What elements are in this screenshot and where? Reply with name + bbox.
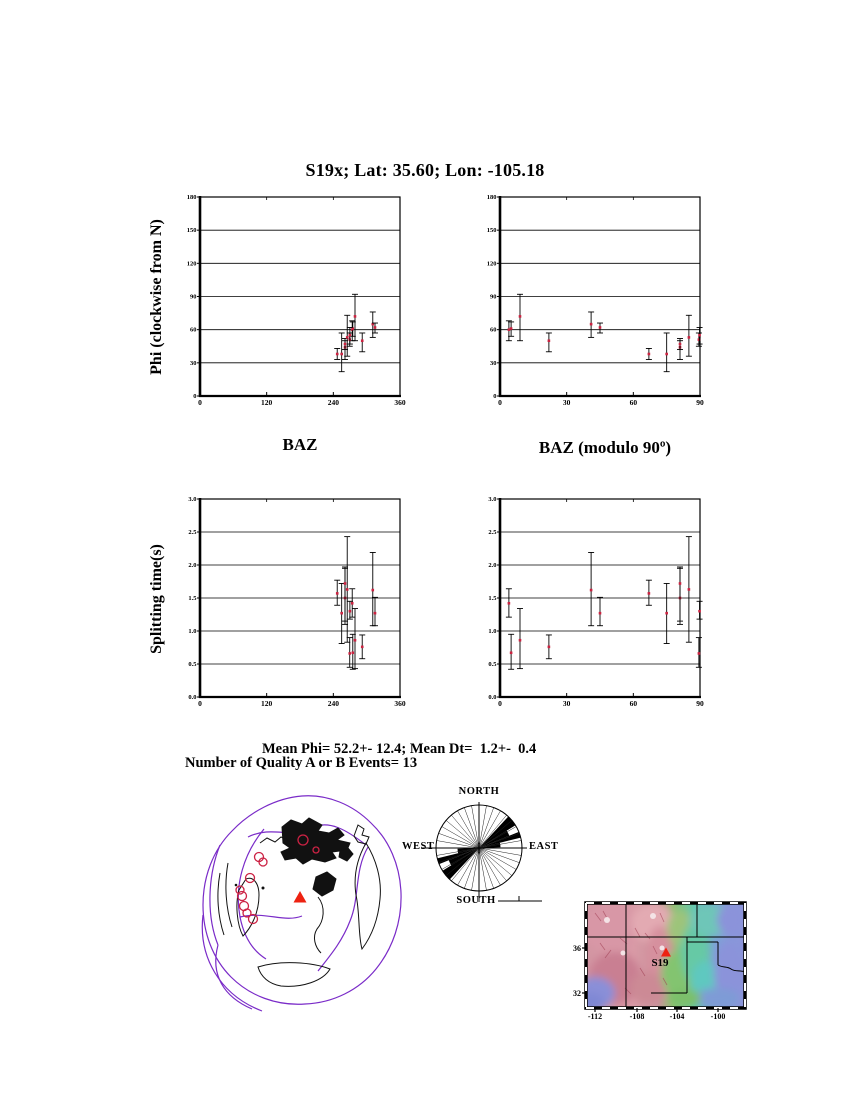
svg-text:0.5: 0.5	[488, 661, 497, 668]
svg-text:0.5: 0.5	[188, 661, 197, 668]
svg-text:0: 0	[193, 393, 197, 400]
rose-label-south: SOUTH	[456, 895, 496, 906]
rose-label-west: WEST	[402, 841, 435, 852]
svg-text:90: 90	[696, 398, 704, 407]
svg-text:-100: -100	[710, 1012, 726, 1021]
xlabel-baz-modulo: BAZ (modulo 90º)	[538, 438, 672, 457]
svg-text:-112: -112	[587, 1012, 603, 1021]
svg-text:180: 180	[486, 194, 497, 201]
topo-map	[565, 898, 755, 1024]
svg-text:120: 120	[261, 699, 273, 708]
svg-text:60: 60	[629, 398, 638, 407]
svg-text:60: 60	[190, 326, 197, 334]
svg-text:3.0: 3.0	[488, 496, 497, 503]
svg-text:1.0: 1.0	[488, 628, 497, 635]
svg-text:3.0: 3.0	[188, 496, 197, 503]
svg-text:0: 0	[498, 699, 502, 708]
svg-text:0: 0	[498, 398, 502, 407]
plot-dt-vs-baz-mod90	[475, 490, 707, 716]
svg-text:90: 90	[190, 293, 197, 301]
svg-text:2.0: 2.0	[188, 562, 197, 569]
svg-text:-104: -104	[669, 1012, 685, 1021]
svg-text:2.0: 2.0	[488, 562, 497, 569]
svg-text:1.0: 1.0	[188, 628, 197, 635]
stats-events-line: Number of Quality A or B Events= 13	[185, 755, 418, 771]
svg-text:0: 0	[198, 699, 202, 708]
svg-text:90: 90	[490, 293, 497, 301]
svg-text:S19: S19	[651, 957, 669, 969]
svg-text:1.5: 1.5	[188, 595, 197, 602]
plot-phi-vs-baz	[175, 188, 407, 414]
svg-text:30: 30	[562, 699, 571, 708]
svg-text:30: 30	[562, 398, 571, 407]
svg-text:90: 90	[696, 699, 704, 708]
svg-text:150: 150	[486, 227, 497, 235]
svg-text:0.0: 0.0	[188, 694, 197, 701]
globe-map	[190, 785, 415, 1015]
ylabel-phi: Phi (clockwise from N)	[148, 219, 165, 375]
svg-text:1.5: 1.5	[488, 595, 497, 602]
page-title: S19x; Lat: 35.60; Lon: -105.18	[305, 160, 545, 180]
svg-text:0: 0	[198, 398, 202, 407]
svg-text:0.0: 0.0	[488, 694, 497, 701]
svg-text:32: 32	[573, 989, 581, 998]
svg-text:120: 120	[261, 398, 273, 407]
svg-text:60: 60	[490, 326, 497, 334]
svg-text:180: 180	[186, 194, 197, 201]
svg-text:-108: -108	[629, 1012, 645, 1021]
svg-text:240: 240	[327, 398, 339, 407]
svg-text:36: 36	[573, 944, 581, 953]
rose-label-north: NORTH	[458, 786, 500, 797]
svg-text:240: 240	[327, 699, 339, 708]
stats-mean-line: Mean Phi= 52.2+- 12.4; Mean Dt= 1.2+- 0.4	[262, 741, 537, 757]
svg-text:120: 120	[486, 260, 497, 268]
plot-dt-vs-baz	[175, 490, 407, 716]
plot-phi-vs-baz-mod90	[475, 188, 707, 414]
svg-text:150: 150	[186, 227, 197, 235]
svg-text:30: 30	[490, 359, 497, 367]
svg-text:0: 0	[493, 393, 497, 400]
xlabel-baz: BAZ	[282, 435, 318, 454]
rose-label-east: EAST	[529, 841, 559, 852]
svg-text:60: 60	[629, 699, 638, 708]
svg-text:2.5: 2.5	[488, 529, 497, 536]
svg-text:360: 360	[394, 398, 406, 407]
ylabel-splitting-time: Splitting time(s)	[148, 544, 165, 654]
svg-text:30: 30	[190, 359, 197, 367]
svg-text:120: 120	[186, 260, 197, 268]
svg-text:360: 360	[394, 699, 406, 708]
svg-text:2.5: 2.5	[188, 529, 197, 536]
